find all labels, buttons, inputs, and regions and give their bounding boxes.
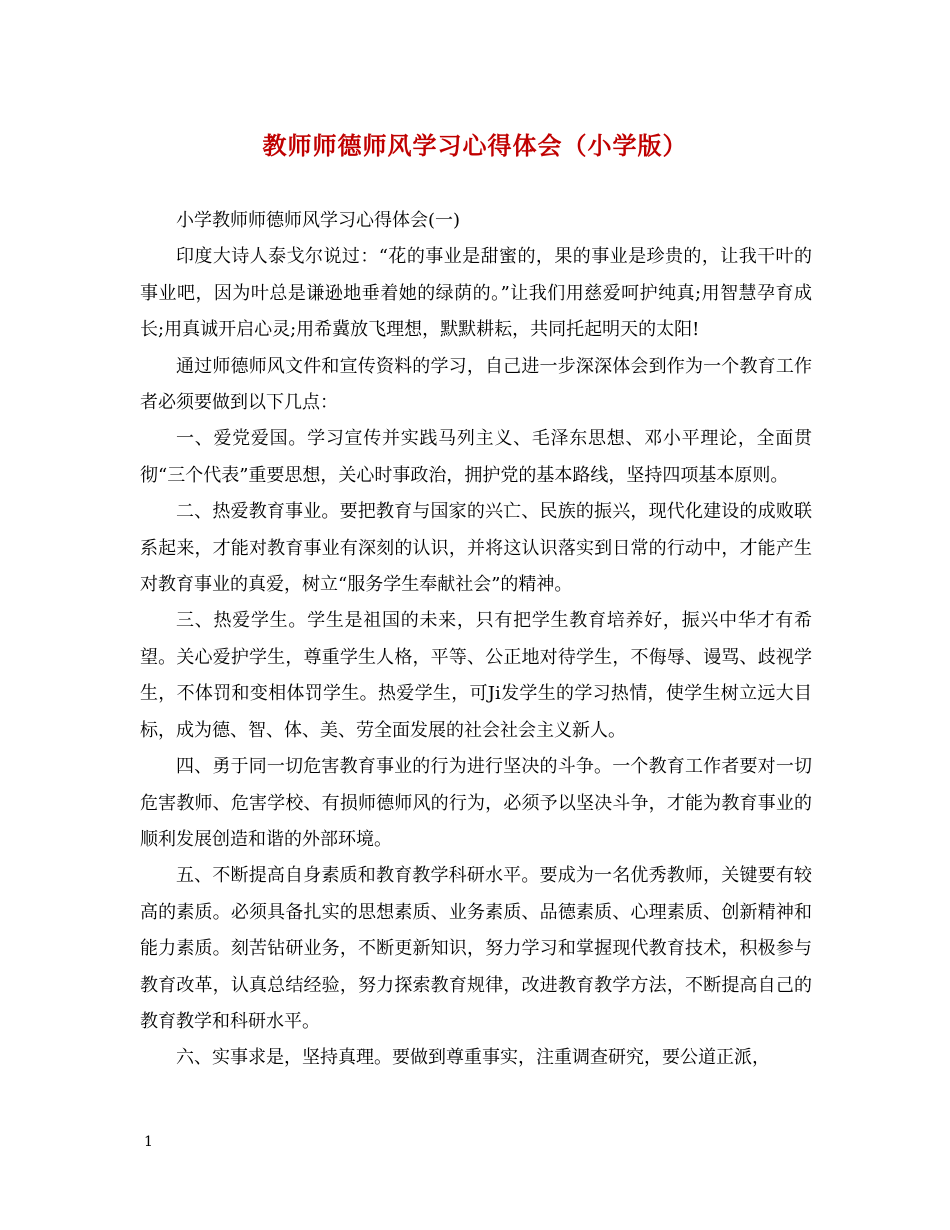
paragraph-point-1: 一、爱党爱国。学习宣传并实践马列主义、毛泽东思想、邓小平理论，全面贯彻“三个代表”重要思想，关心时事政治，拥护党的基本路线，坚持四项基本原则。	[140, 428, 812, 486]
document-title: 教师师德师风学习心得体会（小学版）	[262, 131, 688, 160]
page-number: 1	[144, 1134, 153, 1150]
paragraph-point-4: 四、勇于同一切危害教育事业的行为进行坚决的斗争。一个教育工作者要对一切危害教师、危害学校、有损师德师风的行为，必须予以坚决斗争，才能为教育事业的顺利发展创造和谐的外部环境。	[140, 756, 812, 850]
paragraph-quote: 印度大诗人泰戈尔说过：“花的事业是甜蜜的，果的事业是珍贵的，让我干叶的事业吧，因为叶总是谦逊地垂着她的绿荫的。”让我们用慈爱呵护纯真;用智慧孕育成长;用真诚开启心灵;用希冀放飞理想，默默耕耘，共同托起明天的太阳!	[140, 246, 812, 341]
document-body	[140, 203, 812, 1077]
paragraph-point-2: 二、热爱教育事业。要把教育与国家的兴亡、民族的振兴，现代化建设的成败联系起来，才能对教育事业有深刻的认识，并将这认识落实到日常的行动中，才能产生对教育事业的真爱，树立“服务学生奉献社会”的精神。	[140, 501, 812, 596]
paragraph-subtitle: 小学教师师德师风学习心得体会(一)	[176, 210, 461, 231]
paragraph-point-3: 三、热爱学生。学生是祖国的未来，只有把学生教育培养好，振兴中华才有希望。关心爱护学生，尊重学生人格，平等、公正地对待学生，不侮辱、谩骂、歧视学生，不体罚和变相体罚学生。热爱学生，可Ji发学生的学习热情，使学生树立远大目标，成为德、智、体、美、劳全面发展的社会社会主义新人。	[140, 610, 812, 741]
paragraph-intro: 通过师德师风文件和宣传资料的学习，自己进一步深深体会到作为一个教育工作者必须要做到以下几点：	[140, 355, 812, 414]
paragraph-point-5: 五、不断提高自身素质和教育教学科研水平。要成为一名优秀教师，关键要有较高的素质。必须具备扎实的思想素质、业务素质、品德素质、心理素质、创新精神和能力素质。刻苦钻研业务，不断更新知识，努力学习和掌握现代教育技术，积极参与教育改革，认真总结经验，努力探索教育规律，改进教育教学方法，不断提高自己的教育教学和科研水平。	[140, 865, 812, 1032]
paragraph-point-6: 六、实事求是，坚持真理。要做到尊重事实，注重调查研究，要公道正派，	[176, 1047, 770, 1069]
